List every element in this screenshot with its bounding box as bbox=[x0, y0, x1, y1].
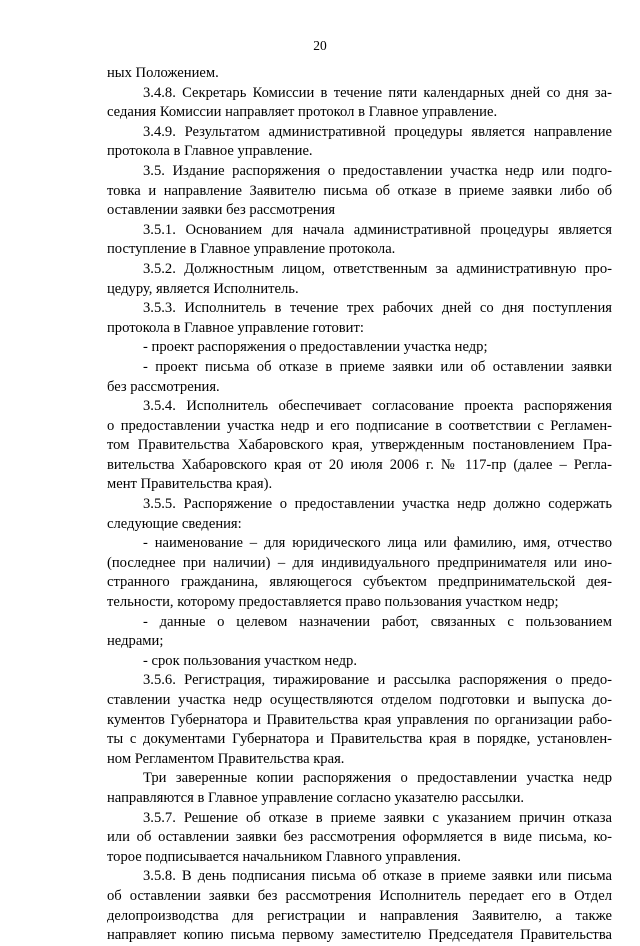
text-line: ты с документами Губернатора и Правительства края в порядке, установлен- bbox=[107, 731, 612, 748]
text-line: направляет копию письма первому заместителю Председателя Правительства bbox=[107, 927, 612, 944]
text-line: 3.5.3. Исполнитель в течение трех рабочих дней со дня поступления bbox=[143, 300, 612, 317]
text-line: кументов Губернатора и Правительства края управления по организации рабо- bbox=[107, 711, 612, 728]
text-line: (последнее при наличии) – для индивидуального предпринимателя или ино- bbox=[107, 554, 612, 571]
document-body bbox=[107, 64, 612, 946]
text-line: - данные о целевом назначении работ, связанных с пользованием bbox=[143, 613, 612, 630]
text-line: ных Положением. bbox=[107, 65, 219, 81]
text-line: - наименование – для юридического лица или фамилию, имя, отчество bbox=[143, 535, 612, 552]
text-line: торое подписывается начальником Главного управления. bbox=[107, 848, 461, 865]
text-line: следующие сведения: bbox=[107, 515, 242, 532]
text-line: тельности, которому предоставляется право пользования участком недр; bbox=[107, 594, 559, 611]
text-line: 3.5.8. В день подписания письма об отказе в приеме заявки или письма bbox=[143, 868, 612, 885]
text-line: ставлении участка недр осуществляются отделом подготовки и выпуска до- bbox=[107, 692, 612, 708]
text-line: - проект распоряжения о предоставлении участка недр; bbox=[143, 339, 488, 356]
text-line: - срок пользования участком недр. bbox=[143, 652, 357, 669]
text-line: 3.5.6. Регистрация, тиражирование и рассылка распоряжения о предо- bbox=[143, 672, 612, 689]
text-line: седания Комиссии направляет протокол в Главное управление. bbox=[107, 104, 498, 121]
text-line: вительства Хабаровского края от 20 июля 2006 г. № 117-пр (далее – Регла- bbox=[107, 456, 612, 473]
text-line: протокола в Главное управление готовит: bbox=[107, 319, 364, 336]
text-line: об оставлении заявки без рассмотрения Исполнитель передает его в Отдел bbox=[107, 887, 612, 904]
text-line: недрами; bbox=[107, 633, 164, 650]
text-line: цедуру, является Исполнитель. bbox=[107, 280, 299, 297]
text-line: ном Регламентом Правительства края. bbox=[107, 750, 345, 767]
text-line: 3.5. Издание распоряжения о предоставлении участка недр или подго- bbox=[143, 162, 612, 179]
text-line: или об оставлении заявки без рассмотрения оформляется в виде письма, ко- bbox=[107, 829, 612, 846]
text-line: поступление в Главное управление протокола. bbox=[107, 241, 396, 258]
text-line: 3.4.8. Секретарь Комиссии в течение пяти календарных дней со дня за- bbox=[143, 84, 612, 101]
text-line: том Правительства Хабаровского края, утвержденным постановлением Пра- bbox=[107, 437, 612, 454]
text-line: товка и направление Заявителю письма об отказе в приеме заявки либо об bbox=[107, 182, 612, 199]
text-line: Три заверенные копии распоряжения о предоставлении участка недр bbox=[143, 770, 612, 787]
text-line: оставлении заявки без рассмотрения bbox=[107, 202, 336, 219]
text-line: мент Правительства края). bbox=[107, 476, 273, 493]
page-number: 20 bbox=[313, 38, 327, 53]
text-line: странного гражданина, являющегося субъектом предпринимательской дея- bbox=[107, 574, 612, 591]
text-line: 3.5.5. Распоряжение о предоставлении участка недр должно содержать bbox=[143, 496, 612, 513]
text-line: без рассмотрения. bbox=[107, 378, 220, 395]
text-line: 3.5.4. Исполнитель обеспечивает согласование проекта распоряжения bbox=[143, 398, 612, 415]
text-line: о предоставлении участка недр и его подписание в соответствии с Регламен- bbox=[107, 417, 612, 434]
text-line: 3.4.9. Результатом административной процедуры является направление bbox=[143, 123, 612, 140]
text-line: 3.5.7. Решение об отказе в приеме заявки с указанием причин отказа bbox=[143, 809, 612, 826]
text-line: - проект письма об отказе в приеме заявки или об оставлении заявки bbox=[143, 358, 612, 375]
text-line: делопроизводства для регистрации и направления Заявителю, а также bbox=[107, 907, 612, 924]
text-line: 3.5.1. Основанием для начала административной процедуры является bbox=[143, 221, 612, 238]
text-line: 3.5.2. Должностным лицом, ответственным за административную про- bbox=[143, 260, 612, 277]
text-line: протокола в Главное управление. bbox=[107, 143, 313, 160]
text-line: направляются в Главное управление согласно указателю рассылки. bbox=[107, 789, 525, 806]
